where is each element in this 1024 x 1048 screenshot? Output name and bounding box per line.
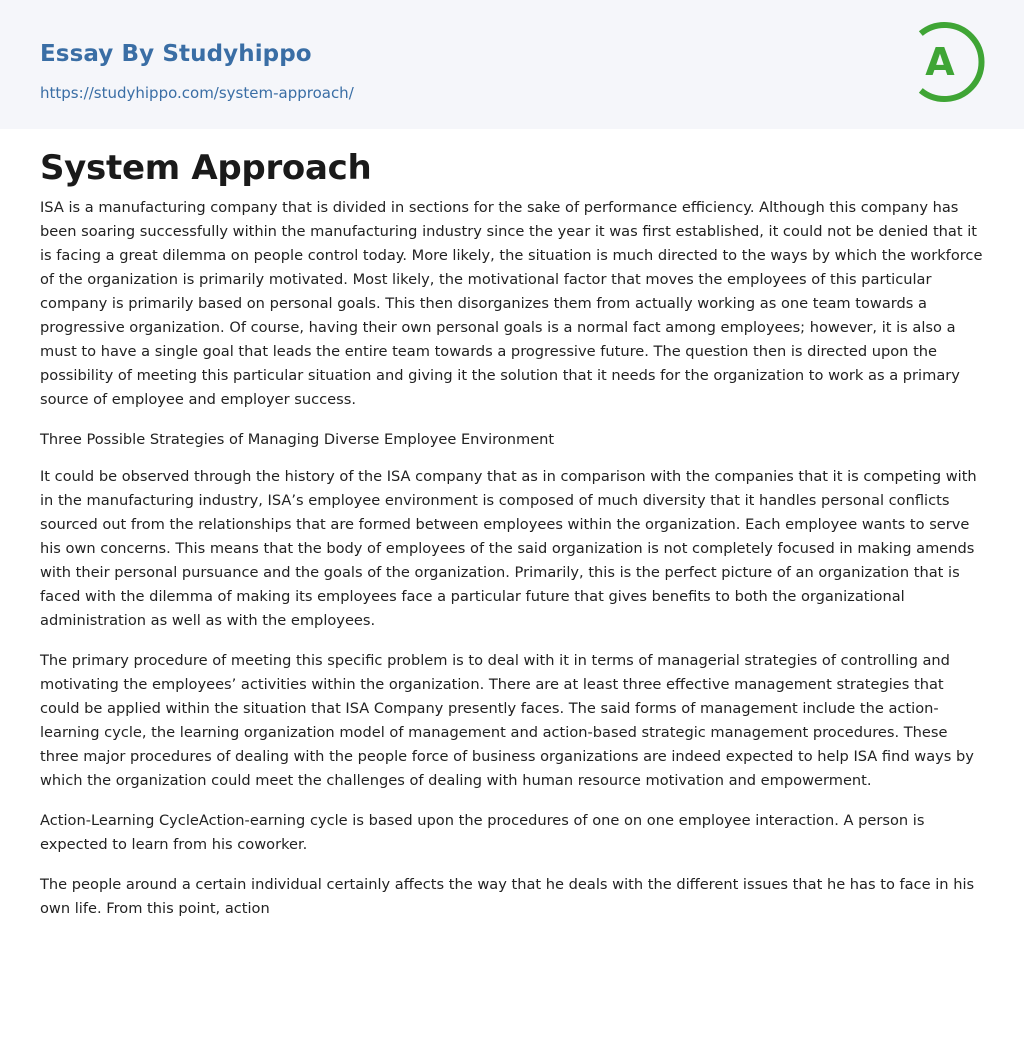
logo-letter: A xyxy=(925,40,955,84)
studyhippo-logo-icon[interactable] xyxy=(906,18,990,106)
paragraph: The people around a certain individual certainly affects the way that he deals with the different issues that he has to face in his own life. From this point, action xyxy=(40,876,975,917)
paragraph: It could be observed through the history of the ISA company that as in comparison with the companies that it is competing with in the manufacturing industry, ISA’s employee environment is composed of much diversity that it handles personal conflicts sourced out from the relationships that are formed between employees within the organization. Each employee wants to serve his own concerns. This means that the body of employees of the said organization is not completely focused in making amends with their personal pursuance and the goals of the organization. Primarily, this is the perfect picture of an organization that is faced with the dilemma of making its employees face a particular future that gives benefits to both the organizational administration as well as with the employees. xyxy=(40,468,977,629)
site-header xyxy=(0,0,1024,129)
paragraph: ISA is a manufacturing company that is divided in sections for the sake of performance efficiency. Although this company has been soaring successfully within the manufacturing industry since the year it was first established, it could not be denied that it is facing a great dilemma on people control today. More likely, the situation is much directed to the ways by which the workforce of the organization is primarily motivated. Most likely, the motivational factor that moves the employees of this particular company is primarily based on personal goals. This then disorganizes them from actually working as one team towards a progressive organization. Of course, having their own personal goals is a normal fact among employees; however, it is also a must to have a single goal that leads the entire team towards a progressive future. The question then is directed upon the possibility of meeting this particular situation and giving it the solution that it needs for the organization to work as a primary source of employee and employer success. xyxy=(40,199,983,408)
site-brand[interactable]: Essay By Studyhippo xyxy=(40,41,312,67)
paragraph: Action-Learning CycleAction-earning cycle is based upon the procedures of one on one employee interaction. A person is expected to learn from his coworker. xyxy=(40,812,925,853)
page-title: System Approach xyxy=(40,148,372,188)
essay-url-link[interactable]: https://studyhippo.com/system-approach/ xyxy=(40,84,354,102)
section-subheading: Three Possible Strategies of Managing Diverse Employee Environment xyxy=(40,431,555,448)
article-body xyxy=(40,146,986,937)
paragraph: The primary procedure of meeting this specific problem is to deal with it in terms of managerial strategies of controlling and motivating the employees’ activities within the organization. There are at least three effective management strategies that could be applied within the situation that ISA Company presently faces. The said forms of management include the action-learning cycle, the learning organization model of management and action-based strategic management procedures. These three major procedures of dealing with the people force of business organizations are indeed expected to help ISA find ways by which the organization could meet the challenges of dealing with human resource motivation and empowerment. xyxy=(40,652,974,789)
